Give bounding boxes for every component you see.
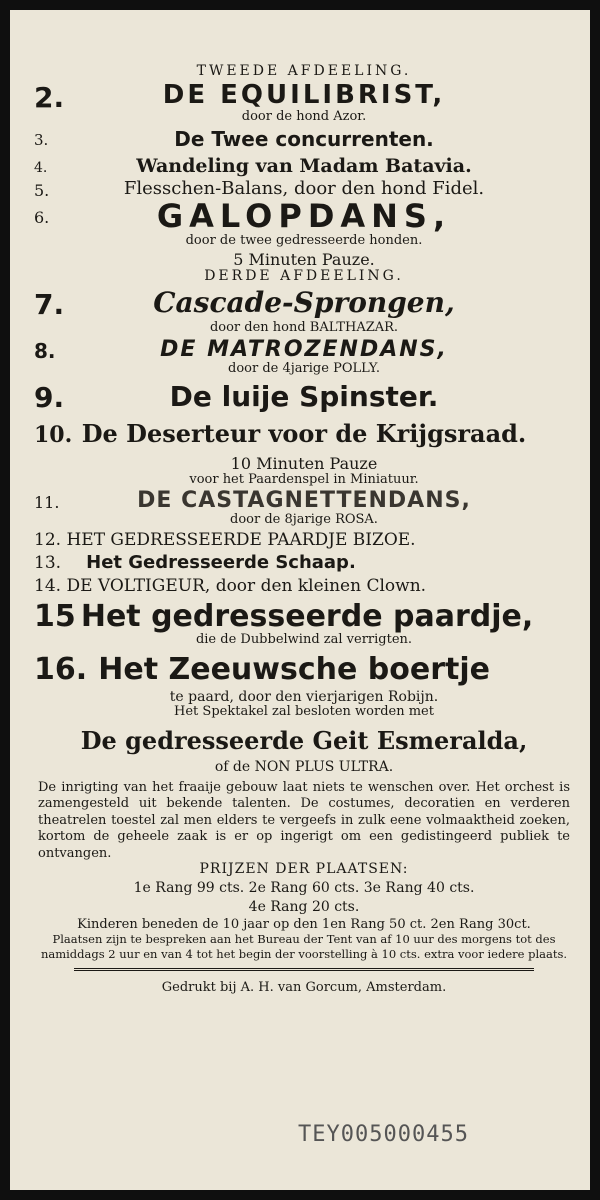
program-item-6 — [34, 196, 574, 235]
item-title: DE EQUILIBRIST, — [162, 80, 446, 111]
item-title: De Deserteur voor de Krijgsraad. — [81, 418, 527, 448]
section-heading-2: TWEEDE AFDEELING. — [196, 63, 412, 79]
item-title: GALOPDANS, — [156, 196, 452, 235]
prices-line-2: 4e Rang 20 cts. — [248, 898, 360, 915]
pause-notice: 5 Minuten Pauze. — [233, 250, 375, 270]
item-title: De Twee concurrenten. — [174, 127, 434, 152]
item-title: Flesschen-Balans, door den hond Fidel. — [123, 178, 485, 200]
program-item-15 — [34, 600, 574, 633]
item-subtitle: door de 4jarige POLLY. — [228, 360, 380, 376]
program-item-9 — [34, 382, 574, 413]
item-number: 3. — [34, 131, 49, 150]
prices-line-1: 1e Rang 99 cts. 2e Rang 60 cts. 3e Rang 40 cts. — [133, 880, 475, 897]
item-subtitle: door de hond Azor. — [241, 108, 367, 124]
item-number: 11. — [34, 493, 60, 513]
item-number: 13. — [34, 553, 62, 574]
item-title: DE MATROZENDANS, — [160, 336, 448, 362]
item-subtitle: door de twee gedresseerde honden. — [185, 233, 423, 249]
item-title: DE CASTAGNETTENDANS, — [137, 488, 471, 514]
item-subtitle: door de 8jarige ROSA. — [230, 512, 378, 528]
item-title: Het Gedresseerde Schaap. — [86, 552, 356, 574]
item-title: HET GEDRESSEERDE PAARDJE BIZOE. — [66, 529, 416, 550]
program-item-11 — [34, 489, 574, 513]
prices-title: PRIJZEN DER PLAATSEN: — [199, 861, 409, 878]
program-item-4 — [34, 156, 574, 177]
item-title: Wandeling van Madam Batavia. — [136, 155, 472, 178]
program-item-2 — [34, 80, 574, 115]
program-item-13 — [34, 553, 574, 573]
item-number: 6. — [34, 207, 50, 227]
item-number: 4. — [34, 160, 48, 177]
program-item-8 — [34, 338, 574, 362]
finale-title: De gedresseerde Geit Esmeralda, — [80, 725, 528, 755]
divider — [74, 968, 534, 971]
children-prices: Kinderen beneden de 10 jaar op den 1en Rang 50 ct. 2en Rang 30ct. — [77, 917, 531, 933]
pause-subtitle: voor het Paardenspel in Miniatuur. — [189, 471, 419, 487]
item-number: 12. — [34, 529, 62, 550]
item-number: 7. — [34, 288, 65, 322]
item-title: Cascade-Sprongen, — [153, 286, 455, 320]
item-number: 14. — [34, 576, 62, 597]
program-item-14 — [34, 577, 574, 596]
item-title: Het Zeeuwsche boertje — [98, 652, 490, 688]
item-title: Het gedresseerde paardje, — [80, 598, 534, 634]
program-item-3 — [34, 128, 574, 150]
item-title: De luije Spinster. — [169, 380, 439, 414]
item-number: 2. — [34, 81, 65, 115]
description-paragraph: De inrigting van het fraaije gebouw laat niets te wenschen over. Het orchest is zamengesteld uit bekende talenten. De costumes, decoratien en verderen theatrelen toestel zal men elders te vergeefs in zulk eene volmaaktheid zoeken, kortom de geheele zaak is er op ingerigt om een gedistingeerd publiek te ontvangen. — [38, 779, 570, 861]
item-title: DE VOLTIGEUR, door den kleinen Clown. — [66, 576, 427, 597]
booking-info: Plaatsen zijn te bespreken aan het Bureau der Tent van af 10 uur des morgens tot des namiddags 2 uur en van 4 tot het begin der voorstelling à 10 cts. extra voor iedere plaats. — [40, 932, 568, 962]
program-item-7 — [34, 286, 574, 322]
finale-subtitle: of de NON PLUS ULTRA. — [214, 759, 394, 776]
program-item-10 — [34, 418, 574, 448]
item-subtitle: door den hond BALTHAZAR. — [209, 320, 399, 336]
item-number: 15 — [34, 598, 76, 634]
item-number: 16. — [34, 652, 88, 688]
item-subtitle: te paard, door den vierjarigen Robijn. — [169, 689, 439, 706]
item-number: 10. — [34, 421, 73, 448]
accession-number: TEY005000455 — [298, 1122, 469, 1147]
program-item-12 — [34, 531, 574, 550]
program-item-16 — [34, 653, 574, 686]
section-heading-3: DERDE AFDEELING. — [204, 268, 404, 285]
poster-sheet — [10, 10, 590, 1190]
closing-intro: Het Spektakel zal besloten worden met — [174, 704, 434, 720]
printer-credit: Gedrukt bij A. H. van Gorcum, Amsterdam. — [161, 980, 447, 996]
item-subtitle: die de Dubbelwind zal verrigten. — [195, 631, 413, 647]
item-number: 8. — [34, 338, 56, 363]
item-number: 5. — [34, 181, 50, 201]
item-number: 9. — [34, 381, 65, 415]
pause-notice: 10 Minuten Pauze — [230, 454, 378, 474]
